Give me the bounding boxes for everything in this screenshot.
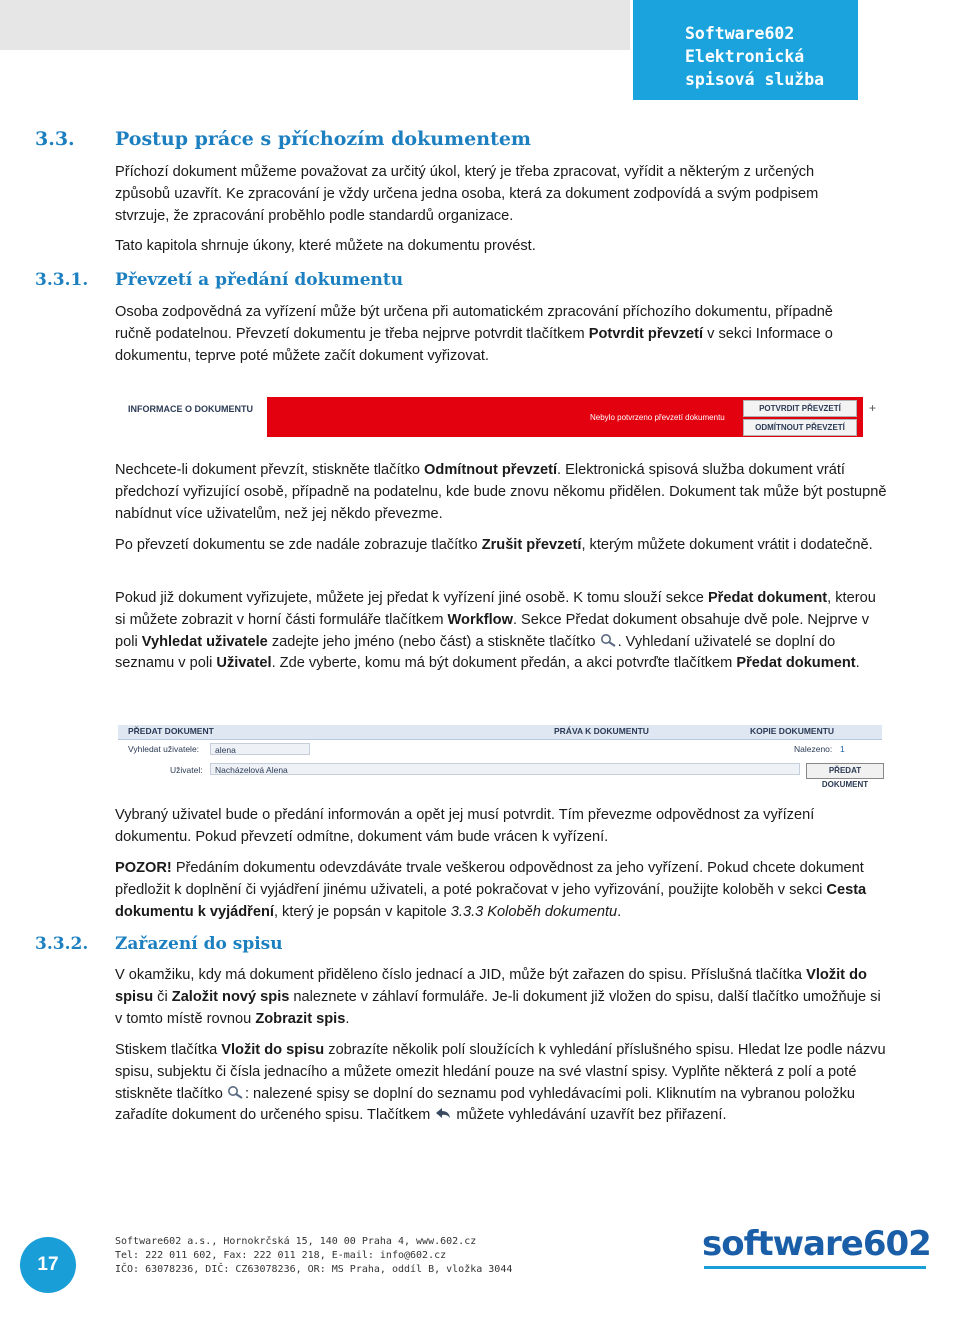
- section-title: Postup práce s příchozím dokumentem: [115, 128, 532, 150]
- confirm-takeover-button[interactable]: POTVRDIT PŘEVZETÍ: [743, 400, 857, 417]
- brand-line-1: Software602: [685, 24, 795, 43]
- subsection-2-title: Zařazení do spisu: [115, 934, 283, 954]
- paragraph-warning: POZOR! Předáním dokumentu odevzdáváte trvale veškerou odpovědnost za jeho vyřízení. Pokud chcete dokument předložit k doplnění či vyjádření jinému uživateli, a poté pokračovat v jeho vyřizování, použijte koloběh v sekci Cesta dokumentu k vyjádření, který je popsán v kapitole 3.3.3 Koloběh dokumentu.: [115, 860, 867, 920]
- paragraph-takeover: Osoba zodpovědná za vyřízení může být určena při automatickém zpracování příchozího dokumentu, případně ručně podatelnou. Převzetí dokumentu je třeba nejprve potvrdit tlačítkem Potvrdit převzetí v sekci Informace o dokumentu, teprve poté můžete začít dokument vyřizovat.: [115, 304, 833, 364]
- magnifier-icon: [600, 633, 618, 647]
- expand-plus-icon[interactable]: +: [869, 401, 877, 415]
- back-arrow-icon: [434, 1106, 452, 1120]
- page-number: 17: [20, 1237, 76, 1293]
- software602-logo: software602: [702, 1224, 931, 1264]
- paragraph-insert: Stiskem tlačítka Vložit do spisu zobrazíte několik polí sloužících k vyhledání příslušného spisu. Hledat lze podle názvu spisu, subjektu či čísla jednacího a můžete omezit hledání pouze na své vlastní spisy. Vyplňte některá z polí a poté stiskněte tlačítko : nalezené spisy se doplní do seznamu pod vyhledávacími poli. Kliknutím na vybranou položku zařadíte dokument do určeného spisu. Tlačítkem můžete vyhledávání uzavřít bez přiřazení.: [115, 1042, 886, 1124]
- brand-line-3: spisová služba: [685, 70, 825, 89]
- found-label: Nalezeno:: [794, 744, 833, 754]
- handover-form: [118, 725, 882, 789]
- subsection-2-number: 3.3.2.: [35, 934, 89, 954]
- footer-contact: Tel: 222 011 602, Fax: 222 011 218, E-mail: info@602.cz: [115, 1250, 447, 1261]
- intro-summary: Tato kapitola shrnuje úkony, které můžete na dokumentu provést.: [115, 238, 536, 254]
- takeover-message: Nebylo potvrzeno převzetí dokumentu: [590, 413, 725, 422]
- paragraph-handover: Pokud již dokument vyřizujete, můžete jej předat k vyřízení jiné osobě. K tomu slouží sekce Předat dokument, kterou si můžete zobrazit v horní části formuláře tlačítkem Workflow. Sekce Předat dokument obsahuje dvě pole. Nejprve v poli Vyhledat uživatele zadejte jeho jméno (nebo část) a stiskněte tlačítko . Vyhledaní uživatelé se doplní do seznamu v poli Uživatel. Zde vyberte, komu má být dokument předán, a akci potvrďte tlačítkem Předat dokument.: [115, 590, 876, 672]
- subsection-1-number: 3.3.1.: [35, 270, 89, 290]
- header-bar: [0, 0, 630, 50]
- section-number: 3.3.: [35, 128, 75, 150]
- search-user-label: Vyhledat uživatele:: [128, 744, 200, 754]
- paragraph-notified: Vybraný uživatel bude o předání informován a opět jej musí potvrdit. Tím převezme odpovědnost za vyřízení dokumentu. Pokud převzetí odmítne, dokument vám bude vrácen k vyřízení.: [115, 807, 815, 845]
- tab-copies[interactable]: KOPIE DOKUMENTU: [750, 726, 835, 736]
- reject-takeover-button[interactable]: ODMÍTNOUT PŘEVZETÍ: [743, 419, 857, 436]
- footer-address: Software602 a.s., Hornokrčská 15, 140 00 Praha 4, www.602.cz: [115, 1236, 477, 1247]
- tab-rights[interactable]: PRÁVA K DOKUMENTU: [554, 726, 649, 736]
- intro-paragraph: Příchozí dokument můžeme považovat za určitý úkol, který je třeba zpracovat, vyřídit a některým z určených způsobů uzavřít. Ke zpracování je vždy určena jedna osoba, která za dokument zodpovídá a svým podpisem stvrzuje, že zpracování proběhlo podle standardů organizace.: [115, 164, 819, 224]
- user-label: Uživatel:: [170, 765, 203, 775]
- logo-underline: [704, 1266, 926, 1269]
- subsection-1-title: Převzetí a předání dokumentu: [115, 270, 404, 290]
- paragraph-reject: Nechcete-li dokument převzít, stiskněte tlačítko Odmítnout převzetí. Elektronická spisová služba dokument vrátí předchozí vyřizující osobě, případně na podatelnu, kde bude znovu někomu přidělen. Dokument tak může být postupně nabídnut více uživatelům, než jej někdo převezme.: [115, 462, 887, 522]
- handover-form-header: [118, 725, 882, 740]
- magnifier-icon: [227, 1085, 245, 1099]
- paragraph-file: V okamžiku, kdy má dokument přiděleno číslo jednací a JID, může být zařazen do spisu. Příslušná tlačítka Vložit do spisu či Založit nový spis naleznete v záhlaví formuláře. Je-li dokument již vložen do spisu, další tlačítko umožňuje si v tomto místě rovnou Zobrazit spis.: [115, 967, 881, 1027]
- brand-box: [633, 0, 858, 100]
- found-count: 1: [840, 744, 845, 754]
- footer-registration: IČO: 63078236, DIČ: CZ63078236, OR: MS Praha, oddíl B, vložka 3044: [115, 1264, 513, 1275]
- paragraph-cancel: Po převzetí dokumentu se zde nadále zobrazuje tlačítko Zrušit převzetí, kterým můžete dokument vrátit i dodatečně.: [115, 537, 873, 553]
- handover-submit-button[interactable]: PŘEDAT DOKUMENT: [806, 763, 884, 779]
- tab-handover[interactable]: PŘEDAT DOKUMENT: [128, 726, 214, 736]
- user-select[interactable]: Nacházelová Alena: [210, 763, 800, 775]
- brand-line-2: Elektronická: [685, 47, 805, 66]
- document-info-label: INFORMACE O DOKUMENTU: [128, 404, 253, 414]
- search-user-input[interactable]: alena: [210, 743, 310, 755]
